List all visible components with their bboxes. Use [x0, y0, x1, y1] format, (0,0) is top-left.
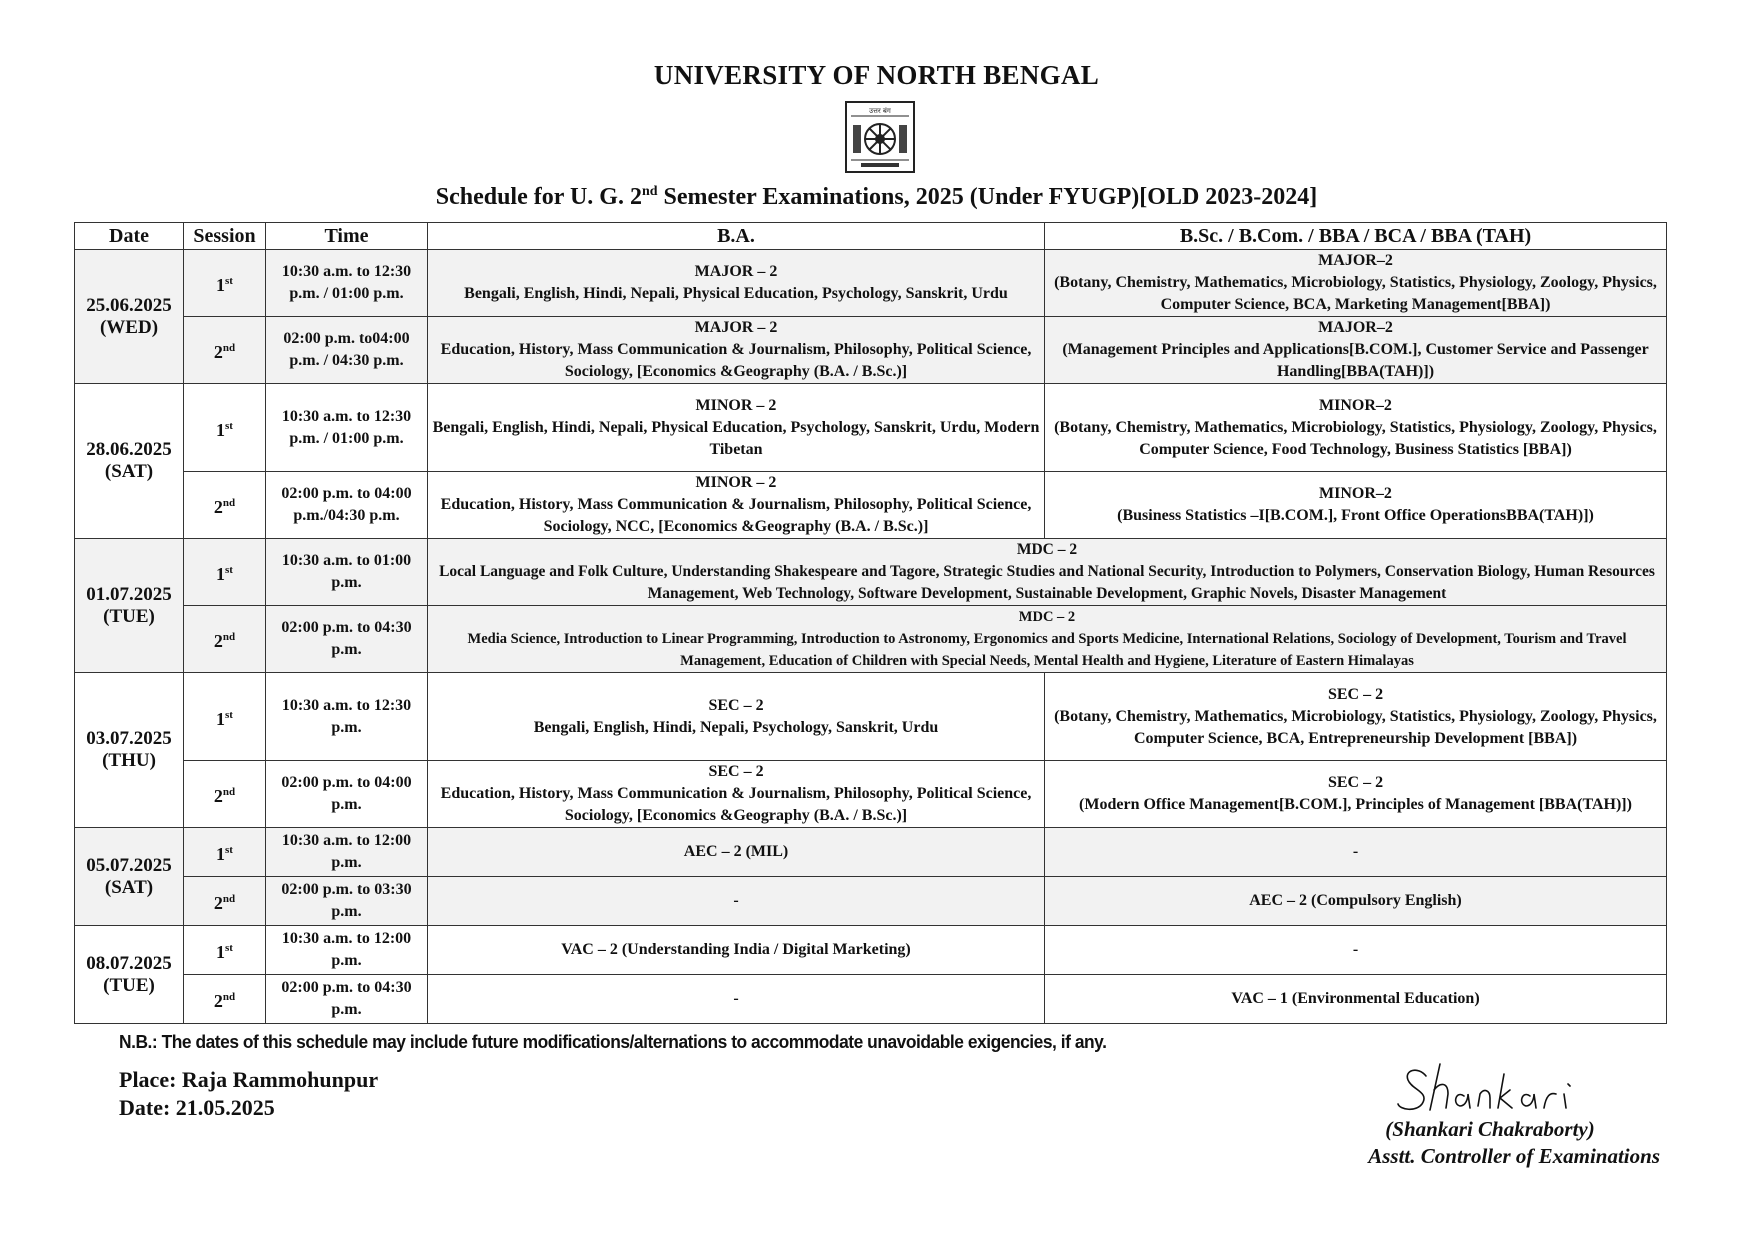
place-text: Place: Raja Rammohunpur [119, 1067, 379, 1092]
session-cell: 1st [184, 539, 266, 606]
bsc-cell: VAC – 1 (Environmental Education) [1045, 975, 1667, 1024]
table-row [75, 384, 1667, 472]
session-cell: 1st [184, 828, 266, 877]
time-cell: 10:30 a.m. to 12:30 p.m. / 01:00 p.m. [266, 384, 428, 472]
table-row [75, 539, 1667, 606]
signature-script [1360, 1060, 1620, 1120]
bsc-cell: MAJOR–2 (Botany, Chemistry, Mathematics, Microbiology, Statistics, Physiology, Zoology, Physics, Computer Science, BCA, Marketing Management[BBA]) [1045, 250, 1667, 317]
bsc-cell: AEC – 2 (Compulsory English) [1045, 877, 1667, 926]
date-cell: 25.06.2025 (WED) [75, 250, 184, 384]
session-cell: 2nd [184, 317, 266, 384]
bsc-cell: - [1045, 926, 1667, 975]
time-cell: 10:30 a.m. to 12:00 p.m. [266, 828, 428, 877]
date-cell: 05.07.2025 (SAT) [75, 828, 184, 926]
session-cell: 1st [184, 250, 266, 317]
date-cell: 01.07.2025 (TUE) [75, 539, 184, 673]
bsc-cell: MINOR–2 (Business Statistics –I[B.COM.], Front Office OperationsBBA(TAH)]) [1045, 472, 1667, 539]
date-cell: 08.07.2025 (TUE) [75, 926, 184, 1024]
time-cell: 02:00 p.m. to04:00 p.m. / 04:30 p.m. [266, 317, 428, 384]
ba-cell: - [428, 975, 1045, 1024]
ba-cell: MINOR – 2 Bengali, English, Hindi, Nepali, Physical Education, Psychology, Sanskrit, Urdu, Modern Tibetan [428, 384, 1045, 472]
bsc-cell: SEC – 2 (Botany, Chemistry, Mathematics, Microbiology, Statistics, Physiology, Zoology, Physics, Computer Science, BCA, Entrepreneurship Development [BBA]) [1045, 673, 1667, 761]
ba-cell: SEC – 2 Bengali, English, Hindi, Nepali, Psychology, Sanskrit, Urdu [428, 673, 1045, 761]
time-cell: 10:30 a.m. to 12:00 p.m. [266, 926, 428, 975]
ba-cell: VAC – 2 (Understanding India / Digital Marketing) [428, 926, 1045, 975]
table-row [75, 975, 1667, 1024]
mdc-cell: MDC – 2 Local Language and Folk Culture, Understanding Shakespeare and Tagore, Strategic Studies and National Security, Introduction to Polymers, Conservation Biology, Human Resources Management, Web Technology, Software Development, Sustainable Development, Graphic Novels, Disaster Management [428, 539, 1667, 606]
table-row [75, 472, 1667, 539]
date-cell: 28.06.2025 (SAT) [75, 384, 184, 539]
time-cell: 10:30 a.m. to 01:00 p.m. [266, 539, 428, 606]
time-cell: 10:30 a.m. to 12:30 p.m. / 01:00 p.m. [266, 250, 428, 317]
bsc-cell: SEC – 2 (Modern Office Management[B.COM.], Principles of Management [BBA(TAH)]) [1045, 761, 1667, 828]
schedule-subtitle: Schedule for U. G. 2nd Semester Examinations, 2025 (Under FYUGP)[OLD 2023-2024] [435, 184, 1318, 210]
place-date-block [119, 1066, 378, 1122]
session-cell: 2nd [184, 761, 266, 828]
time-cell: 02:00 p.m. to 03:30 p.m. [266, 877, 428, 926]
table-row [75, 317, 1667, 384]
university-title: UNIVERSITY OF NORTH BENGAL [653, 60, 1100, 90]
university-logo [845, 101, 915, 173]
ba-cell: - [428, 877, 1045, 926]
time-cell: 10:30 a.m. to 12:30 p.m. [266, 673, 428, 761]
col-date: Date [75, 223, 184, 250]
session-cell: 2nd [184, 975, 266, 1024]
session-cell: 2nd [184, 472, 266, 539]
table-row [75, 828, 1667, 877]
logo-text: उत्तर बंग [869, 107, 891, 115]
col-time: Time [266, 223, 428, 250]
mdc-cell: MDC – 2 Media Science, Introduction to Linear Programming, Introduction to Astronomy, Ergonomics and Sports Medicine, International Relations, Sociology of Development, Tourism and Travel Management, Education of Children with Special Needs, Mental Health and Hygiene, Literature of Eastern Himalayas [428, 606, 1667, 673]
col-ba: B.A. [428, 223, 1045, 250]
session-cell: 1st [184, 673, 266, 761]
exam-schedule-table [74, 222, 1667, 1024]
date-cell: 03.07.2025 (THU) [75, 673, 184, 828]
ba-cell: MAJOR – 2 Bengali, English, Hindi, Nepali, Physical Education, Psychology, Sanskrit, Urdu [428, 250, 1045, 317]
table-row [75, 250, 1667, 317]
ba-cell: MAJOR – 2 Education, History, Mass Communication & Journalism, Philosophy, Political Science, Sociology, [Economics &Geography (B.A. / B.Sc.)] [428, 317, 1045, 384]
bsc-cell: - [1045, 828, 1667, 877]
table-row [75, 926, 1667, 975]
session-cell: 1st [184, 926, 266, 975]
bsc-cell: MAJOR–2 (Management Principles and Applications[B.COM.], Customer Service and Passenger Handling[BBA(TAH)]) [1045, 317, 1667, 384]
time-cell: 02:00 p.m. to 04:30 p.m. [266, 606, 428, 673]
session-cell: 1st [184, 384, 266, 472]
signatory-name: (Shankari Chakraborty) [1385, 1117, 1595, 1141]
signature [1360, 1060, 1620, 1120]
time-cell: 02:00 p.m. to 04:00 p.m. [266, 761, 428, 828]
ba-cell: AEC – 2 (MIL) [428, 828, 1045, 877]
session-cell: 2nd [184, 877, 266, 926]
col-bsc: B.Sc. / B.Com. / BBA / BCA / BBA (TAH) [1045, 223, 1667, 250]
schedule-note: N.B.: The dates of this schedule may include future modifications/alternations to accommodate unavoidable exigencies, if any. [119, 1031, 1107, 1052]
issue-date-text: Date: 21.05.2025 [119, 1095, 275, 1120]
bsc-cell: MINOR–2 (Botany, Chemistry, Mathematics, Microbiology, Statistics, Physiology, Zoology, Physics, Computer Science, Food Technology, Business Statistics [BBA]) [1045, 384, 1667, 472]
session-cell: 2nd [184, 606, 266, 673]
table-row [75, 877, 1667, 926]
table-header-row [75, 223, 1667, 250]
signatory-title: Asstt. Controller of Examinations [1368, 1144, 1660, 1168]
time-cell: 02:00 p.m. to 04:30 p.m. [266, 975, 428, 1024]
time-cell: 02:00 p.m. to 04:00 p.m./04:30 p.m. [266, 472, 428, 539]
table-row [75, 761, 1667, 828]
table-row [75, 673, 1667, 761]
col-session: Session [184, 223, 266, 250]
ba-cell: MINOR – 2 Education, History, Mass Communication & Journalism, Philosophy, Political Science, Sociology, NCC, [Economics &Geography (B.A. / B.Sc.)] [428, 472, 1045, 539]
ba-cell: SEC – 2 Education, History, Mass Communication & Journalism, Philosophy, Political Science, Sociology, [Economics &Geography (B.A. / B.Sc.)] [428, 761, 1045, 828]
table-row [75, 606, 1667, 673]
